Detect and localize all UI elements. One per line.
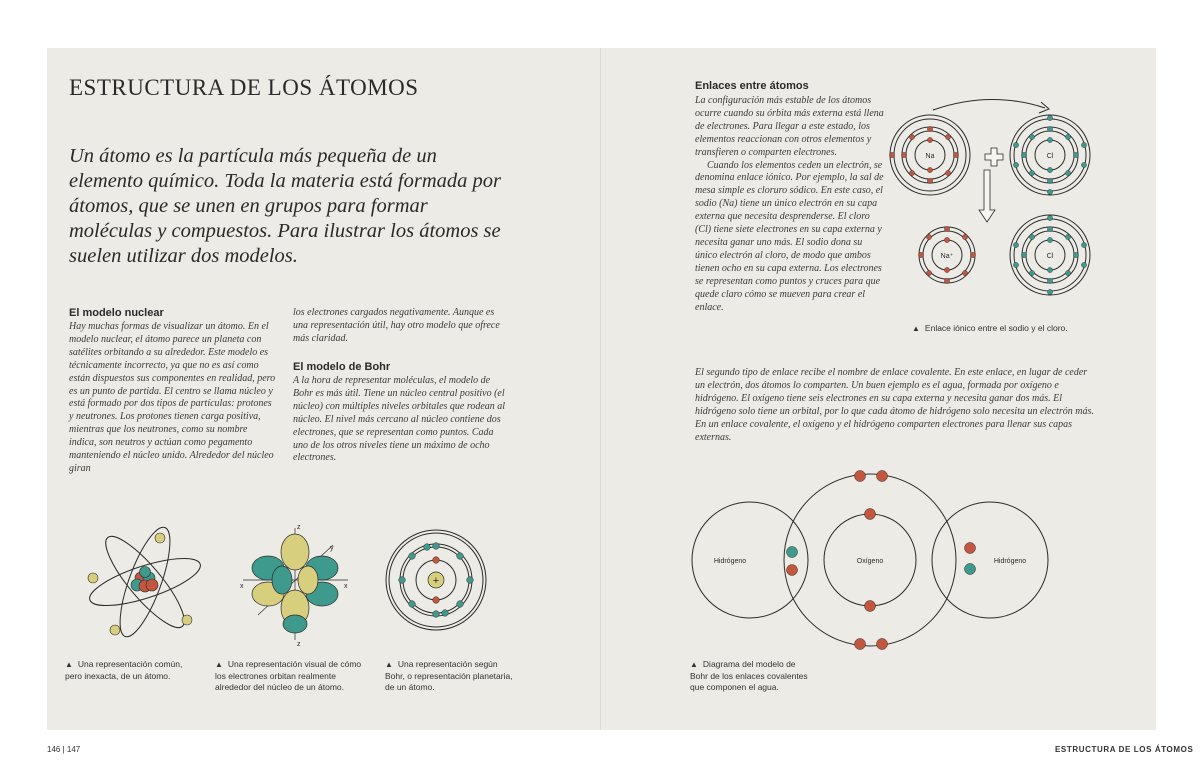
caption-orbital: ▲ Una representación visual de cómo los electrones orbitan realmente alrededor del núcleo de un átomo. [215,659,362,692]
hydrogen-right-orbit [932,502,1048,618]
axis-label-x: x [240,583,244,590]
axis-label-y: y [330,545,334,552]
covalent-text: El segundo tipo de enlace recibe el nombre de enlace covalente. En este enlace, en lugar de ceder un electrón, dos átomos lo comparten. Un buen ejemplo es el agua, formada por oxígeno e hidrógeno. El oxígeno tiene seis electrones en su capa externa y necesita ganar dos más. El hidrógeno solo tiene un orbital, por lo que cada átomo de hidrógeno solo necesita un electrón más. En un enlace covalente, el oxígeno y el hidrógeno comparten electrones para llenar sus capas externas. [695,367,1094,443]
hydrogen-left-orbit [692,502,808,618]
label-na: Na [925,153,935,160]
col2-text: los electrones cargados negativamente. Aunque es una representación útil, hay otro modelo que ofrece más claridad. [293,307,500,344]
page-title: ESTRUCTURA DE LOS ÁTOMOS [69,75,419,100]
label-cl: Cl [1046,153,1054,160]
caption-nuclear: ▲ Una representación común, pero inexacta, de un átomo. [65,659,183,681]
page-numbers: 146 | 147 [47,745,81,754]
intro-paragraph: Un átomo es la partícula más pequeña de un elemento químico. Toda la materia está formada por átomos, que se unen en grupos para formar moléculas y compuestos. Para ilustrar los átomos se suelen utilizar dos modelos. [69,145,502,267]
svg-text:+: + [432,575,440,587]
enlaces-text-2: Cuando los elementos ceden un electrón, se denomina enlace iónico. Por ejemplo, la sal de mesa simple es cloruro sódico. En este caso, el sodio (Na) tiene un único electrón en su capa externa que necesita desprenderse. El cloro (Cl) tiene siete electrones en su capa externa y necesita ganar uno más. El sodio dona su único electrón al cloro, de modo que ambos tienen ocho en su capa externa. Los electrones se representan como puntos y cruces para que quede claro cómo se mueven para crear el enlace. [695,159,884,313]
enlaces-heading: Enlaces entre átomos [695,80,809,92]
bohr-heading: El modelo de Bohr [293,361,391,373]
nuclear-heading: El modelo nuclear [69,307,164,319]
label-hidrogeno-right: Hidrógeno [993,558,1027,565]
enlaces-text-1: La configuración más estable de los átomos ocurre cuando su órbita más externa está llena de electrones. Para llegar a este estado, los elementos reaccionan con otros elementos y transfieren o comparten electrones. [695,95,884,158]
enlaces-text [695,95,885,314]
bohr-atom-figure [383,527,489,633]
caption-water: ▲ Diagrama del modelo de Bohr de los enlaces covalentes que componen el agua. [690,659,808,692]
orbital-figure [238,520,353,650]
label-na-plus: Na⁺ [940,253,954,260]
nucleus [131,567,158,593]
label-oxigeno: Oxígeno [856,558,884,565]
caption-bohr: ▲ Una representación según Bohr, o representación planetaria, de un átomo. [385,659,513,692]
running-head: ESTRUCTURA DE LOS ÁTOMOS [1055,745,1194,754]
caption-ionic: ▲ Enlace iónico entre el sodio y el cloro. [912,323,1068,333]
nuclear-atom-figure [85,520,205,650]
axis-label-z: z [297,524,301,531]
plus-icon [985,148,1003,166]
label-cl-minus: Cl [1046,253,1054,260]
ionic-bond-figure [885,92,1115,302]
label-hidrogeno-left: Hidrógeno [713,558,747,565]
axis-label-x2: x [344,583,348,590]
down-arrow-icon [979,170,995,222]
transfer-arrow [933,99,1045,110]
gutter [600,48,601,730]
bohr-text: A la hora de representar moléculas, el modelo de Bohr es más útil. Tiene un núcleo central positivo (el núcleo) con múltiples niveles orbitales que rodean al núcleo. El nivel más cercano al núcleo contiene dos electrones, que se representan como puntos. Cada uno de los otros niveles tiene un máximo de ocho electrones. [293,375,506,464]
axis-label-z2: z [297,641,301,648]
nuclear-text: Hay muchas formas de visualizar un átomo. En el modelo nuclear, el átomo parece un planeta con satélites orbitando a su alrededor. Este modelo es técnicamente incorrecto, ya que no es así como están dispuestos sus componentes en realidad, pero es un punto de partida. El centro se llama núcleo y está formado por dos tipos de partículas: protones y neutrones. Los protones tienen carga positiva, mientras que los neutrones, como su nombre indica, son neutros y actúan como pegamento manteniendo el núcleo unido. Alrededor del núcleo giran [69,321,276,474]
water-bond-figure [690,470,1050,650]
